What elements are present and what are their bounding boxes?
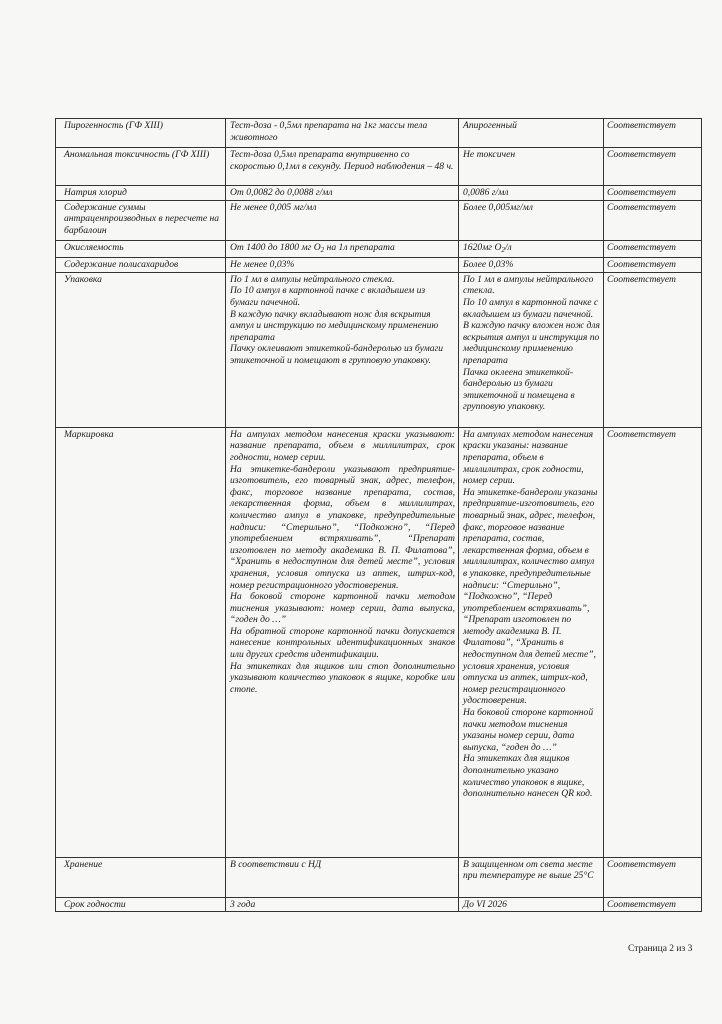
table-row [56,427,702,857]
table-row [56,857,702,897]
table-row [56,148,702,186]
requirement-cell: В соответствии с НД [226,857,459,897]
requirement-cell: По 1 мл в ампулы нейтрального стекла. По 10 ампул в картонной пачке с вкладышем из бумаги пачечной. В каждую пачку вкладывают нож для вскрытия ампул и инструкцию по медицинскому применению препарата Пачку оклеивают этикеткой-бандеролью из бумаги этикеточной и помещают в групповую упаковку. [226,272,459,427]
status-cell: Соответствует [604,258,702,273]
status-cell: Соответствует [604,897,702,912]
result-cell: Апирогенный [459,119,604,148]
status-cell: Соответствует [604,857,702,897]
status-cell: Соответствует [604,200,702,240]
requirement-cell: Не менее 0,005 мг/мл [226,200,459,240]
table-row [56,258,702,273]
table-row [56,186,702,201]
table-row [56,272,702,427]
result-cell: В защищенном от света месте при температуре не выше 25°С [459,857,604,897]
requirement-cell: Тест-доза - 0,5мл препарата на 1кг массы тела животного [226,119,459,148]
result-cell: Не токсичен [459,148,604,186]
param-name: Срок годности [56,897,226,912]
requirement-cell: Тест-доза 0,5мл препарата внутривенно со скоростью 0,1мл в секунду. Период наблюдения – 48 ч. [226,148,459,186]
requirement-cell: На ампулах методом нанесения краски указывают: название препарата, объем в миллилитрах, срок годности, номер серии. На этикетке-бандероли указывают предприятие-изготовитель, его товарный знак, адрес, телефон, факс, торговое название препарата, состав, лекарственная форма, объем в миллилитрах, количество ампул в упаковке, предупредительные надписи: “Стерильно”, “Подкожно”, “Перед употреблением встряхивать”, “Препарат изготовлен по методу академика В. П. Филатова”, “Хранить в недоступном для детей месте”, условия хранения, условия отпуска из аптек, штрих-код, номер регистрационного удостоверения. На боковой стороне картонной пачки методом тиснения указывают: номер серии, дата выпуска, “годен до …” На обратной стороне картонной пачки допускается нанесение контрольных идентификационных знаков или других средств идентификации. На этикетках для ящиков или стоп дополнительно указывают количество упаковок в ящике, коробке или стопе. [226,427,459,857]
table-row [56,240,702,258]
status-cell: Соответствует [604,427,702,857]
result-cell: До VI 2026 [459,897,604,912]
status-cell: Соответствует [604,240,702,258]
page-number: Страница 2 из 3 [628,944,693,954]
param-name: Пирогенность (ГФ XIII) [56,119,226,148]
param-name: Маркировка [56,427,226,857]
result-cell: На ампулах методом нанесения краски указаны: название препарата, объем в миллилитрах, срок годности, номер серии. На этикетке-бандероли указаны предприятие-изготовитель, его товарный знак, адрес, телефон, факс, торговое название препарата, состав, лекарственная форма, объем в миллилитрах, количество ампул в упаковке, предупредительные надписи: “Стерильно”, “Подкожно”, “Перед употреблением встряхивать”, “Препарат изготовлен по методу академика В. П. Филатова”, “Хранить в недоступном для детей месте”, условия хранения, условия отпуска из аптек, штрих-код, номер регистрационного удостоверения. На боковой стороне картонной пачки методом тиснения указаны номер серии, дата выпуска, “годен до …” На этикетках для ящиков дополнительно указано количество упаковок в ящике, дополнительно нанесен QR код. [459,427,604,857]
result-cell: Более 0,03% [459,258,604,273]
status-cell: Соответствует [604,186,702,201]
param-name: Натрия хлорид [56,186,226,201]
specification-table [55,118,702,912]
param-name: Содержание суммы антраценпроизводных в пересчете на барбалоин [56,200,226,240]
param-name: Хранение [56,857,226,897]
scan-artifact [10,8,16,18]
table-row [56,200,702,240]
param-name: Аномальная токсичность (ГФ XIII) [56,148,226,186]
status-cell: Соответствует [604,148,702,186]
table-row [56,897,702,912]
requirement-cell: Не менее 0,03% [226,258,459,273]
result-cell: Более 0,005мг/мл [459,200,604,240]
param-name: Содержание полисахаридов [56,258,226,273]
param-name: Окисляемость [56,240,226,258]
result-cell: По 1 мл в ампулы нейтрального стекла. По 10 ампул в картонной пачке с вкладышем из бумаги пачечной. В каждую пачку вложен нож для вскрытия ампул и инструкция по медицинскому применению препарата Пачка оклеена этикеткой-бандеролью из бумаги этикеточной и помещена в групповую упаковку. [459,272,604,427]
requirement-cell: 3 года [226,897,459,912]
param-name: Упаковка [56,272,226,427]
status-cell: Соответствует [604,119,702,148]
status-cell: Соответствует [604,272,702,427]
table-row [56,119,702,148]
result-cell: 1620мг $O_2/л$ [459,240,604,258]
requirement-cell: От 0,0082 до 0,0088 г/мл [226,186,459,201]
requirement-cell: От 1400 до 1800 мг $O_2$ на 1л препарата [226,240,459,258]
result-cell: 0,0086 г/мл [459,186,604,201]
